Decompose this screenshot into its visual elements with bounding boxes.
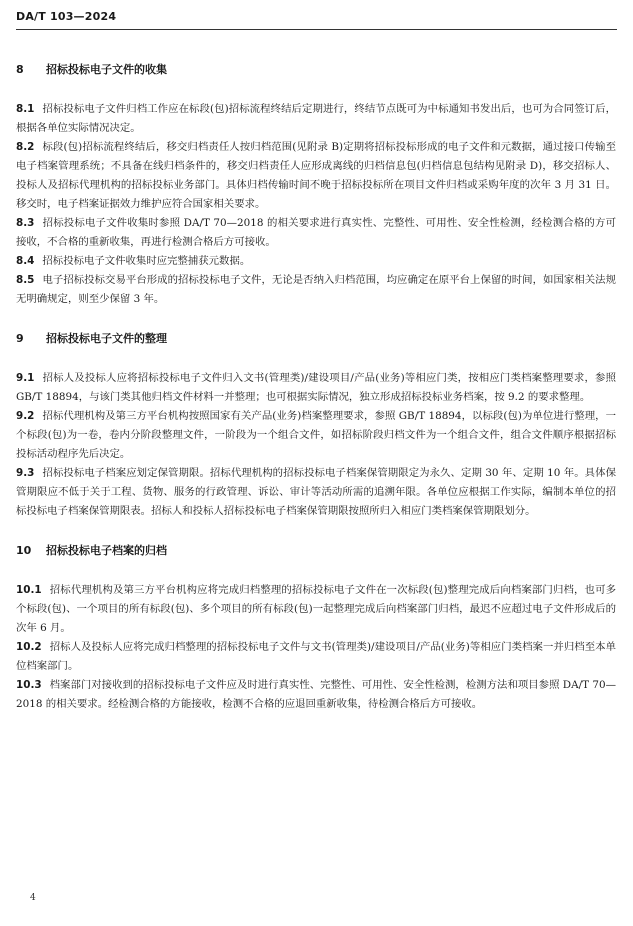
header-divider — [16, 29, 617, 30]
paragraph: 10.3 档案部门对接收到的招标投标电子文件应及时进行真实性、完整性、可用性、安全性检测，检测方法和项目参照 DA/T 70—2018 的相关要求。经检测合格的方能接收，检测不合格的应退回重新收集，待检测合格后方可接收。 — [16, 679, 616, 710]
section-heading: 9 招标投标电子文件的整理 — [16, 332, 167, 345]
paragraph: 9.3 招标投标电子档案应划定保管期限。招标代理机构的招标投标电子档案保管期限定为永久、定期 30 年、定期 10 年。具体保管期限应不低于关于工程、货物、服务的行政管理、诉讼、审计等活动所需的追溯年限。各单位应根据工作实际，编制本单位的招标投标电子档案保管期限表。招标人和投标人招标投标电子档案保管期限按照所归入相应门类档案保管期限划分。 — [16, 467, 616, 517]
document-code: DA/T 103—2024 — [16, 10, 117, 23]
section-heading: 8 招标投标电子文件的收集 — [16, 63, 167, 76]
page-number: 4 — [30, 893, 36, 903]
paragraph: 8.4 招标投标电子文件收集时应完整捕获元数据。 — [16, 255, 251, 267]
paragraph: 8.3 招标投标电子文件收集时参照 DA/T 70—2018 的相关要求进行真实性、完整性、可用性、安全性检测，经检测合格的方可接收，不合格的重新收集，再进行检测合格后方可接收。 — [16, 217, 616, 248]
section-heading: 10 招标投标电子档案的归档 — [16, 544, 167, 557]
paragraph: 10.2 招标人及投标人应将完成归档整理的招标投标电子文件与文书(管理类)/建设项目/产品(业务)等相应门类档案一并归档至本单位档案部门。 — [16, 641, 616, 672]
paragraph: 8.2 标段(包)招标流程终结后，移交归档责任人按归档范围(见附录 B)定期将招标投标形成的电子文件和元数据，通过接口传输至电子档案管理系统；不具备在线归档条件的，移交归档责任人应形成离线的归档信息包(归档信息包结构见附录 D)，移交招标人、投标人及招标代理机构的招标投标业务部门。具体归档传输时间不晚于招标投标所在项目文件归档或采购年度的次年 3 月 31 日。移交时，电子档案证据效力维护应符合国家相关要求。 — [16, 141, 616, 210]
page-body — [16, 62, 616, 714]
paragraph: 8.5 电子招标投标交易平台形成的招标投标电子文件，无论是否纳入归档范围，均应确定在原平台上保留的时间，如国家相关法规无明确规定，则至少保留 3 年。 — [16, 274, 616, 305]
paragraph: 10.1 招标代理机构及第三方平台机构应将完成归档整理的招标投标电子文件在一次标段(包)整理完成后向档案部门归档，也可多个标段(包)、一个项目的所有标段(包)、多个项目的所有标段(包)一起整理完成后向档案部门归档，最迟不应超过电子文件形成后的次年 6 月。 — [16, 584, 616, 634]
paragraph: 8.1 招标投标电子文件归档工作应在标段(包)招标流程终结后定期进行，终结节点既可为中标通知书发出后，也可为合同签订后，根据各单位实际情况决定。 — [16, 103, 616, 134]
paragraph: 9.1 招标人及投标人应将招标投标电子文件归入文书(管理类)/建设项目/产品(业务)等相应门类，按相应门类档案整理要求，参照 GB/T 18894，与该门类其他归档文件材料一并整理；也可根据实际情况，独立形成招标投标业务档案，按 9.2 的要求整理。 — [16, 372, 616, 403]
paragraph: 9.2 招标代理机构及第三方平台机构按照国家有关产品(业务)档案整理要求，参照 GB/T 18894，以标段(包)为单位进行整理，一个标段(包)为一卷，卷内分阶段整理文件，一阶段为一个组合文件，如招标阶段归档文件为一个组合文件，组合文件顺序根据招标投标活动程序先后决定。 — [16, 410, 616, 460]
